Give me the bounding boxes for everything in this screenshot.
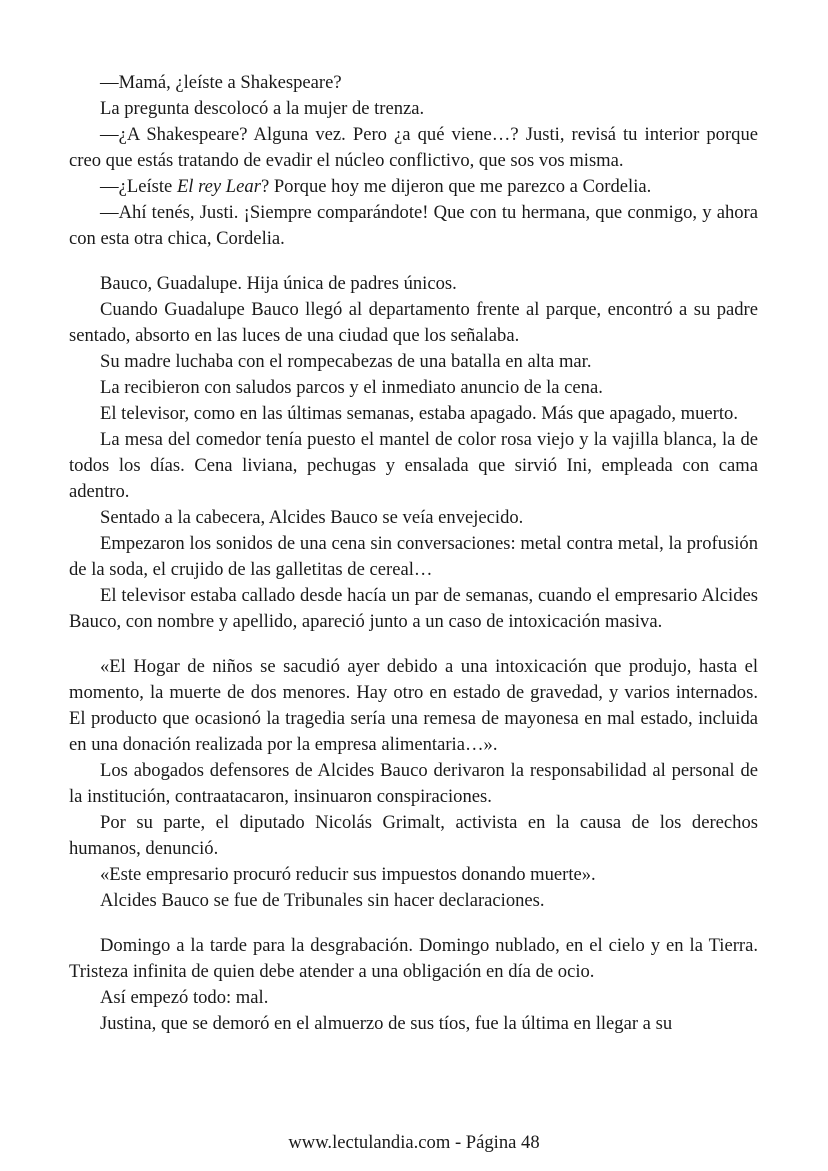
paragraph: «El Hogar de niños se sacudió ayer debido a una intoxicación que produjo, hasta el momento, la muerte de dos menores. Hay otro en estado de gravedad, y varios internados. El producto que ocasionó la tragedia sería una remesa de mayonesa en mal estado, incluida en una donación realizada por la empresa alimentaria…». xyxy=(69,656,758,755)
paragraph: Los abogados defensores de Alcides Bauco derivaron la responsabilidad al personal de la institución, contraatacaron, insinuaron conspiraciones. xyxy=(69,760,758,807)
paragraph: —Ahí tenés, Justi. ¡Siempre comparándote! Que con tu hermana, que conmigo, y ahora con esta otra chica, Cordelia. xyxy=(69,202,758,249)
paragraph: Sentado a la cabecera, Alcides Bauco se veía envejecido. xyxy=(100,507,524,528)
paragraph: «Este empresario procuró reducir sus impuestos donando muerte». xyxy=(100,864,596,885)
paragraph: Justina, que se demoró en el almuerzo de sus tíos, fue la última en llegar a su xyxy=(100,1013,673,1034)
paragraph-text: ? Porque hoy me dijeron que me parezco a Cordelia. xyxy=(260,176,652,197)
page-footer: www.lectulandia.com - Página 48 xyxy=(288,1132,540,1153)
page-body xyxy=(69,70,758,1037)
paragraph: Así empezó todo: mal. xyxy=(100,987,269,1008)
paragraph: Alcides Bauco se fue de Tribunales sin hacer declaraciones. xyxy=(100,890,545,911)
paragraph: —¿A Shakespeare? Alguna vez. Pero ¿a qué viene…? Justi, revisá tu interior porque creo que estás tratando de evadir el núcleo conflictivo, que sos vos misma. xyxy=(69,124,758,171)
paragraph: El televisor estaba callado desde hacía un par de semanas, cuando el empresario Alcides Bauco, con nombre y apellido, apareció junto a un caso de intoxicación masiva. xyxy=(69,585,758,632)
paragraph: La pregunta descolocó a la mujer de trenza. xyxy=(100,98,425,119)
paragraph xyxy=(69,174,758,200)
paragraph: La mesa del comedor tenía puesto el mantel de color rosa viejo y la vajilla blanca, la de todos los días. Cena liviana, pechugas y ensalada que sirvió Ini, empleada con cama adentro. xyxy=(69,429,758,502)
paragraph: Bauco, Guadalupe. Hija única de padres únicos. xyxy=(100,273,457,294)
paragraph: Su madre luchaba con el rompecabezas de una batalla en alta mar. xyxy=(100,351,592,372)
paragraph: Por su parte, el diputado Nicolás Grimalt, activista en la causa de los derechos humanos, denunció. xyxy=(69,812,758,859)
paragraph: La recibieron con saludos parcos y el inmediato anuncio de la cena. xyxy=(100,377,603,398)
paragraph: —Mamá, ¿leíste a Shakespeare? xyxy=(100,72,342,93)
paragraph: Cuando Guadalupe Bauco llegó al departamento frente al parque, encontró a su padre sentado, absorto en las luces de una ciudad que los señalaba. xyxy=(69,299,758,346)
paragraph: Domingo a la tarde para la desgrabación. Domingo nublado, en el cielo y en la Tierra. Tristeza infinita de quien debe atender a una obligación en día de ocio. xyxy=(69,935,758,982)
section-break xyxy=(69,914,758,933)
paragraph: Empezaron los sonidos de una cena sin conversaciones: metal contra metal, la profusión de la soda, el crujido de las galletitas de cereal… xyxy=(69,533,758,580)
paragraph: El televisor, como en las últimas semanas, estaba apagado. Más que apagado, muerto. xyxy=(100,403,738,424)
paragraph-text: —¿Leíste xyxy=(100,176,177,197)
book-title: El rey Lear xyxy=(176,176,261,197)
section-break xyxy=(69,252,758,271)
section-break xyxy=(69,635,758,654)
